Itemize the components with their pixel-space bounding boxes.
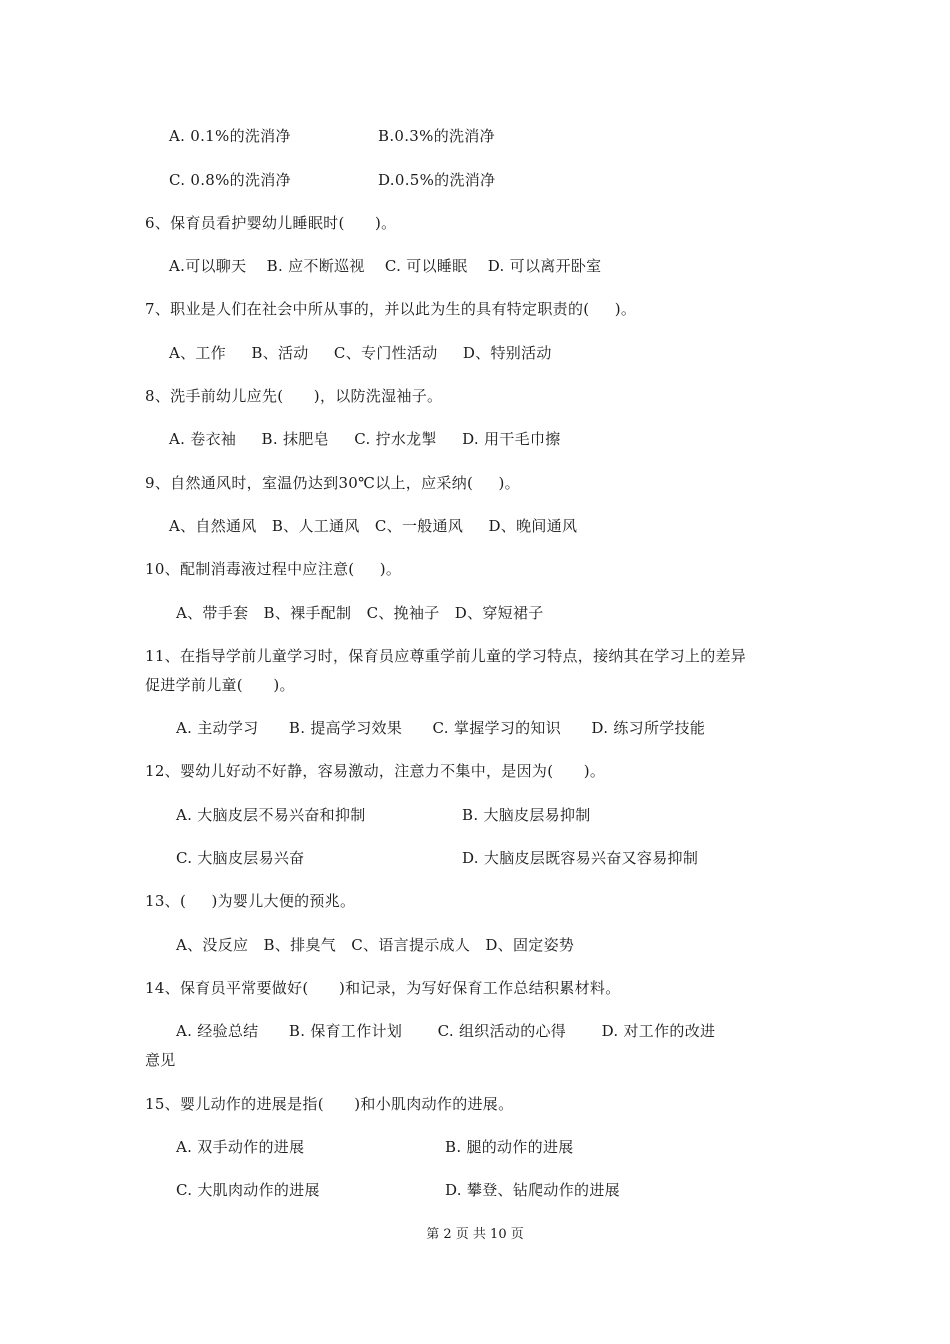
q12-option-a: A. 大脑皮层不易兴奋和抑制: [176, 806, 366, 824]
question-13: 13、( )为婴儿大便的预兆。: [145, 892, 356, 910]
question-11-cont: 促进学前儿童( )。: [145, 676, 295, 694]
q5-option-c: C. 0.8%的洗消净: [169, 171, 291, 189]
question-7: 7、职业是人们在社会中所从事的，并以此为生的具有特定职责的( )。: [145, 300, 637, 318]
q7-options: A、工作 B、活动 C、专门性活动 D、特别活动: [169, 344, 552, 362]
q9-options: A、自然通风 B、人工通风 C、一般通风 D、晚间通风: [169, 517, 578, 535]
q13-options: A、没反应 B、排臭气 C、语言提示成人 D、固定姿势: [176, 936, 575, 954]
q14-options-cont: 意见: [145, 1051, 176, 1069]
question-14: 14、保育员平常要做好( )和记录，为写好保育工作总结积累材料。: [145, 979, 621, 997]
question-10: 10、配制消毒液过程中应注意( )。: [145, 560, 402, 578]
q5-option-d: D.0.5%的洗消净: [378, 171, 496, 189]
question-9: 9、自然通风时，室温仍达到30℃以上，应采纳( )。: [145, 474, 520, 492]
q5-option-b: B.0.3%的洗消净: [378, 127, 495, 145]
q10-options: A、带手套 B、裸手配制 C、挽袖子 D、穿短裙子: [176, 604, 544, 622]
page-footer: 第 2 页 共 10 页: [426, 1227, 524, 1242]
q5-option-a: A. 0.1%的洗消净: [169, 127, 291, 145]
question-15: 15、婴儿动作的进展是指( )和小肌肉动作的进展。: [145, 1095, 514, 1113]
question-12: 12、婴幼儿好动不好静，容易激动，注意力不集中，是因为( )。: [145, 762, 606, 780]
q6-options: A.可以聊天 B. 应不断巡视 C. 可以睡眠 D. 可以离开卧室: [169, 257, 602, 275]
q12-option-c: C. 大脑皮层易兴奋: [176, 849, 305, 867]
question-11: 11、在指导学前儿童学习时，保育员应尊重学前儿童的学习特点，接纳其在学习上的差异: [145, 647, 747, 665]
q12-option-d: D. 大脑皮层既容易兴奋又容易抑制: [462, 849, 699, 867]
q14-options: A. 经验总结 B. 保育工作计划 C. 组织活动的心得 D. 对工作的改进: [176, 1022, 716, 1040]
q15-option-b: B. 腿的动作的进展: [445, 1138, 574, 1156]
question-6: 6、保育员看护婴幼儿睡眠时( )。: [145, 214, 397, 232]
q12-option-b: B. 大脑皮层易抑制: [462, 806, 591, 824]
q15-option-d: D. 攀登、钻爬动作的进展: [445, 1181, 620, 1199]
q11-options: A. 主动学习 B. 提高学习效果 C. 掌握学习的知识 D. 练习所学技能: [176, 719, 706, 737]
q8-options: A. 卷衣袖 B. 抹肥皂 C. 拧水龙掣 D. 用干毛巾擦: [169, 430, 561, 448]
q15-option-c: C. 大肌肉动作的进展: [176, 1181, 320, 1199]
question-8: 8、洗手前幼儿应先( )，以防洗湿袖子。: [145, 387, 443, 405]
q15-option-a: A. 双手动作的进展: [176, 1138, 305, 1156]
